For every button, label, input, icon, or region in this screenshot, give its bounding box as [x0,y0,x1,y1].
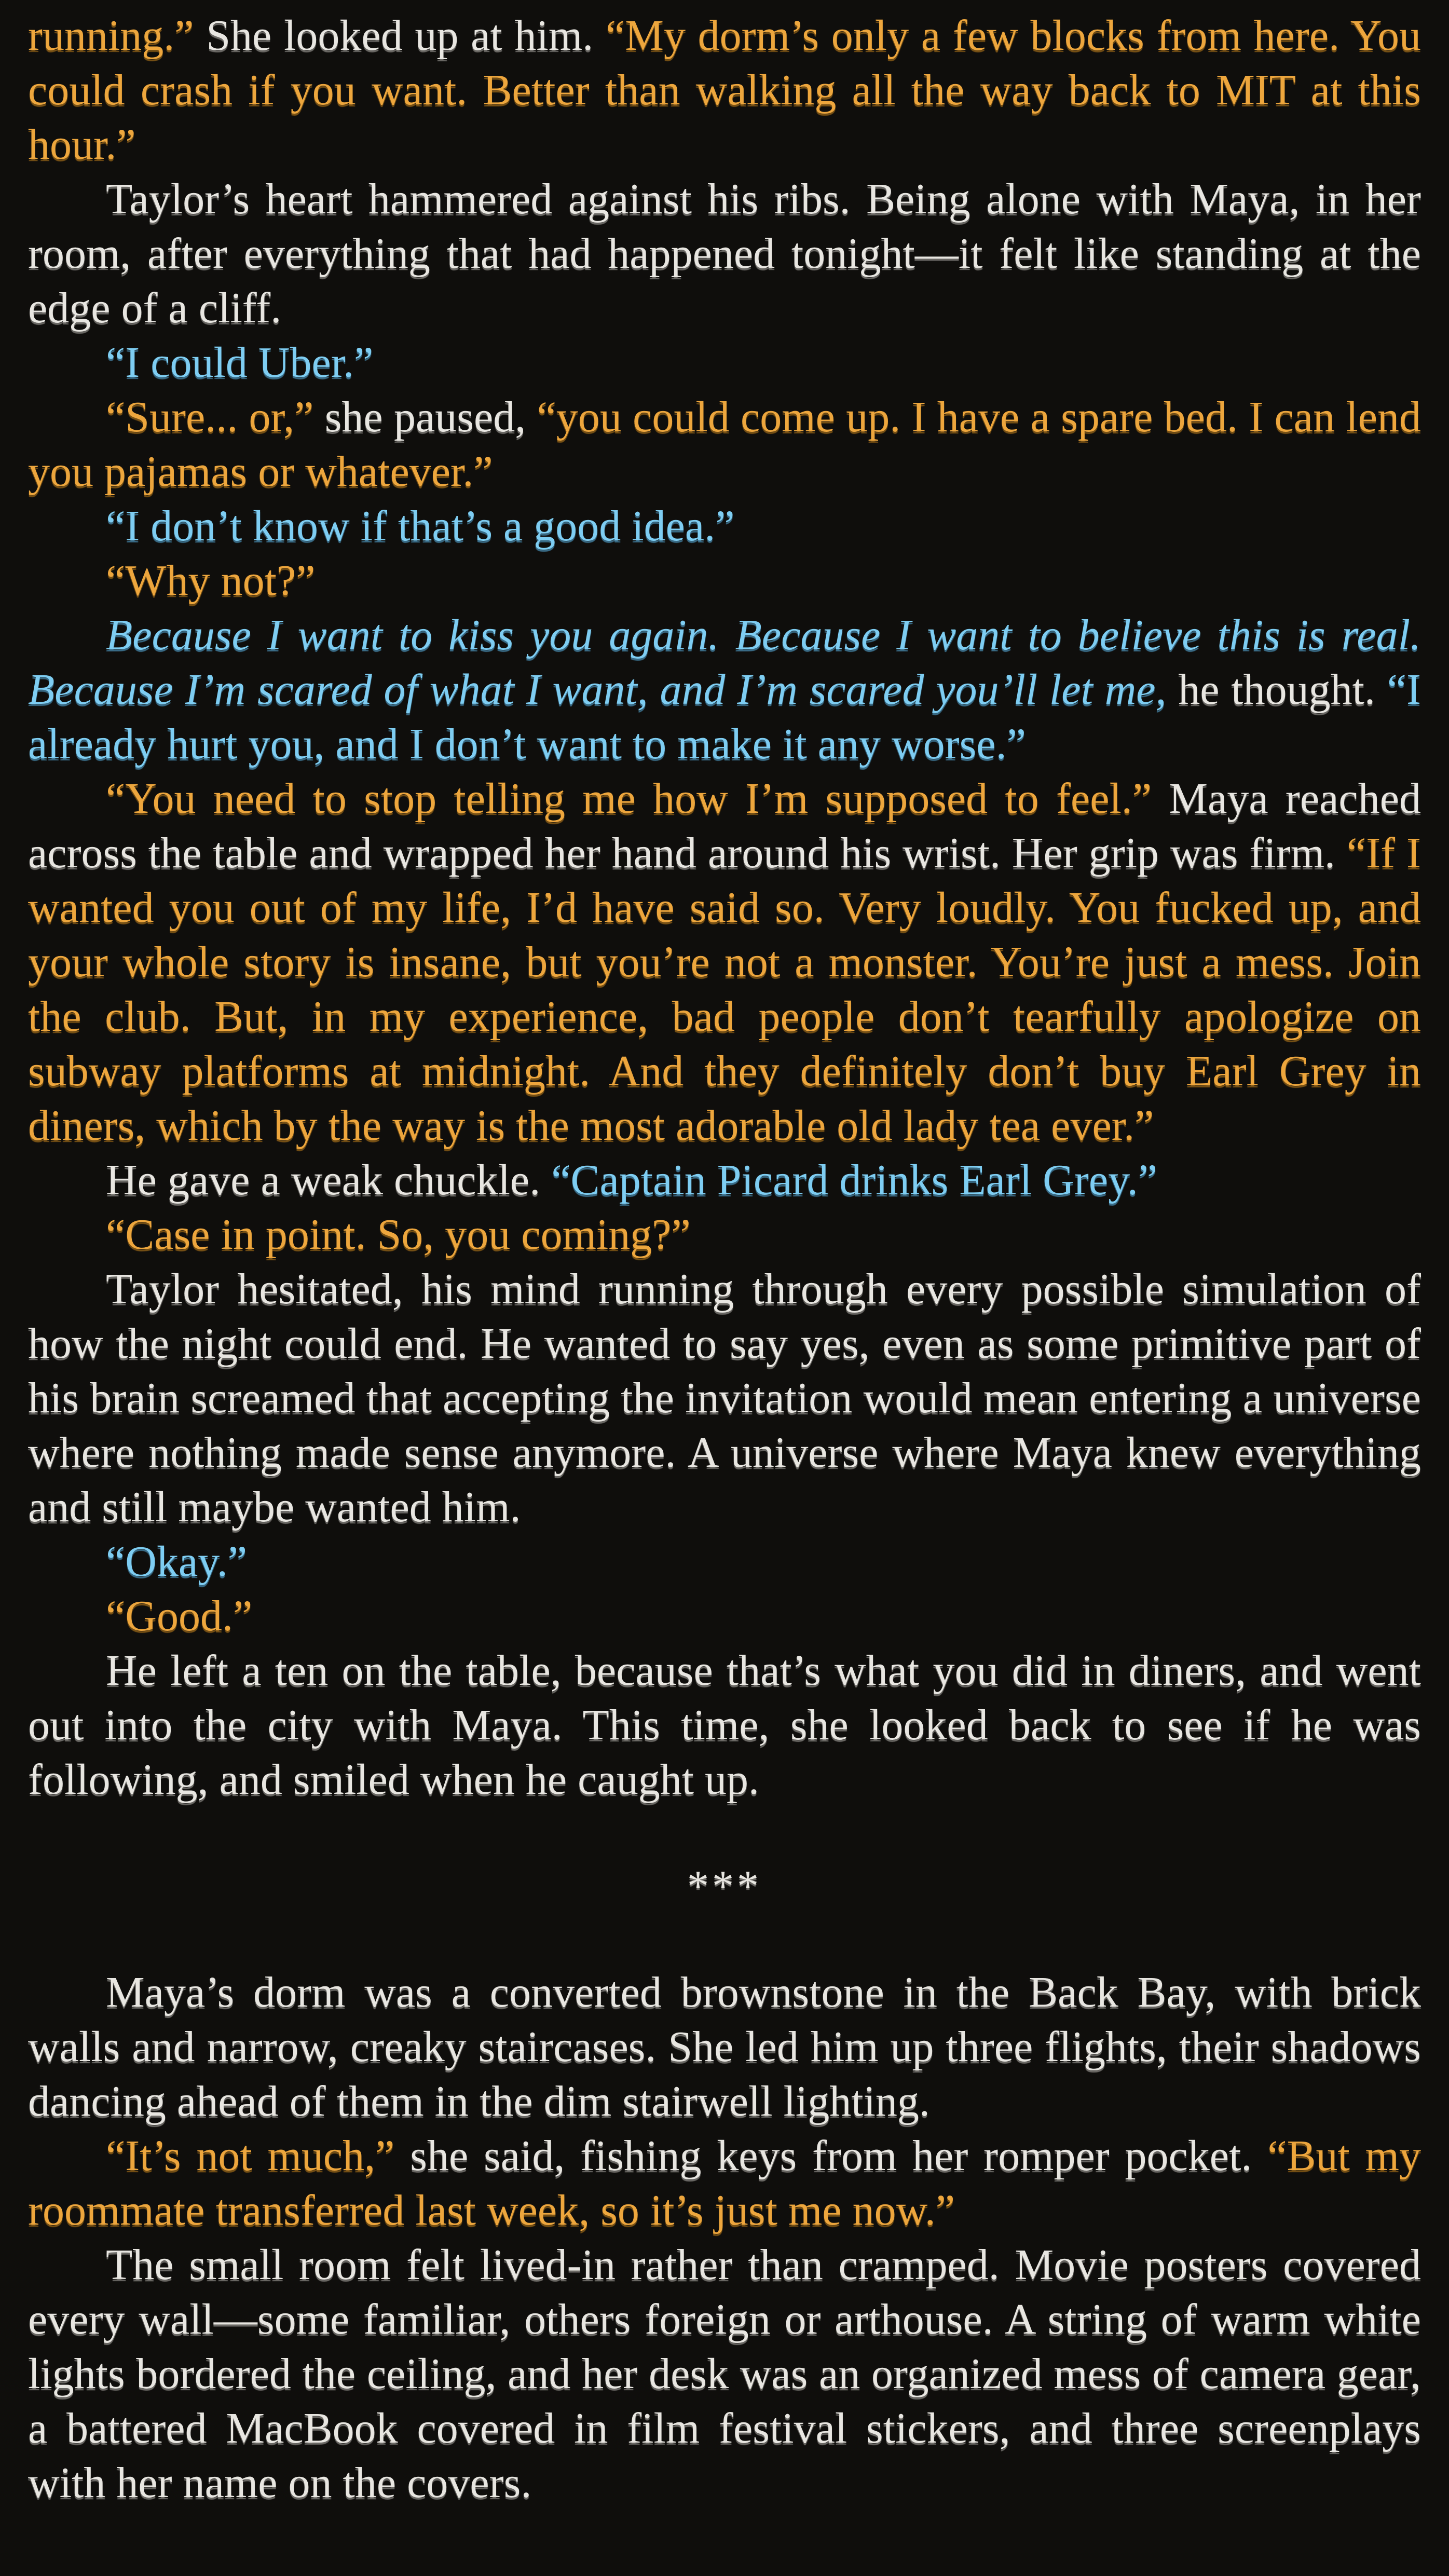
narration-text: Taylor hesitated, his mind running through every possible simulation of how the night could end. He wanted to say yes, even as some primitive part of his brain screamed that accepting the invitation would mean entering a universe where nothing made sense anymore. A universe where Maya knew everything and still maybe wanted him. [28,1265,1421,1531]
paragraph [28,335,1421,390]
paragraph [28,1965,1421,2129]
paragraph [28,1643,1421,1807]
scene-separator: *** [687,1862,762,1910]
narration-text: she said, fishing keys from her romper pocket. [410,2132,1268,2180]
dialogue-taylor: “Captain Picard drinks Earl Grey.” [551,1156,1158,1204]
paragraph [28,1589,1421,1643]
dialogue-maya: “It’s not much,” [106,2132,411,2180]
dialogue-taylor: “I don’t know if that’s a good idea.” [106,502,735,550]
paragraph [28,390,1421,499]
dialogue-maya: “If I wanted you out of my life, I’d have said so. Very loudly. You fucked up, and your whole story is insane, but you’re not a monster. You’re just a mess. Join the club. But, in my experience, bad people don’t tearfully apologize on subway platforms at midnight. And they definitely don’t buy Earl Grey in diners, which by the way is the most adorable old lady tea ever.” [28,829,1421,1150]
narration-text: She looked up at him. [206,11,606,60]
dialogue-maya: running.” [28,11,207,60]
narration-text: Taylor’s heart hammered against his ribs. Being alone with Maya, in her room, after everything that had happened tonight—it felt like standing at the edge of a cliff. [28,175,1421,332]
inner-thought: Because I want to kiss you again. Because I want to believe this is real. Because I’m scared of what I want, and I’m scared you’ll let me, [28,611,1421,714]
narration-text: Maya’s dorm was a converted brownstone in the Back Bay, with brick walls and narrow, creaky staircases. She led him up three flights, their shadows dancing ahead of them in the dim stairwell lighting. [28,1968,1421,2125]
narration-text: she paused, [324,393,537,441]
paragraph [28,499,1421,553]
paragraph [28,553,1421,608]
narration-text: Maya reached across the table and wrapped her hand around his wrist. Her grip was firm. [28,774,1421,877]
paragraph [28,1207,1421,1262]
paragraph [28,608,1421,771]
paragraph [28,8,1421,172]
narration-text: He gave a weak chuckle. [106,1156,552,1204]
paragraph [28,2238,1421,2510]
dialogue-maya: “Good.” [106,1592,253,1640]
dialogue-maya: “But my roommate transferred last week, so it’s just me now.” [28,2132,1421,2234]
paragraph [28,1153,1421,1207]
paragraph [28,771,1421,1153]
dialogue-maya: “My dorm’s only a few blocks from here. You could crash if you want. Better than walking all the way back to MIT at this hour.” [28,11,1421,169]
dialogue-maya: “you could come up. I have a spare bed. I can lend you pajamas or whatever.” [28,393,1421,496]
narration-text: he thought. [1178,665,1387,714]
dialogue-maya: “Why not?” [106,556,316,605]
dialogue-maya: “You need to stop telling me how I’m supposed to feel.” [106,774,1169,823]
dialogue-maya: “Sure... or,” [106,393,325,441]
paragraph [28,172,1421,335]
paragraph [28,2129,1421,2238]
dialogue-taylor: “I could Uber.” [106,338,374,387]
dialogue-taylor: “Okay.” [106,1537,248,1586]
dialogue-maya: “Case in point. So, you coming?” [106,1210,691,1259]
page-text [28,8,1421,2510]
paragraph [28,1534,1421,1589]
dialogue-taylor: “I already hurt you, and I don’t want to make it any worse.” [28,665,1421,768]
narration-text: The small room felt lived-in rather than cramped. Movie posters covered every wall—some familiar, others foreign or arthouse. A string of warm white lights bordered the ceiling, and her desk was an organized mess of camera gear, a battered MacBook covered in film festival stickers, and three screenplays with her name on the covers. [28,2241,1421,2507]
paragraph [28,1262,1421,1534]
narration-text: He left a ten on the table, because that’s what you did in diners, and went out into the city with Maya. This time, she looked back to see if he was following, and smiled when he caught up. [28,1646,1421,1804]
